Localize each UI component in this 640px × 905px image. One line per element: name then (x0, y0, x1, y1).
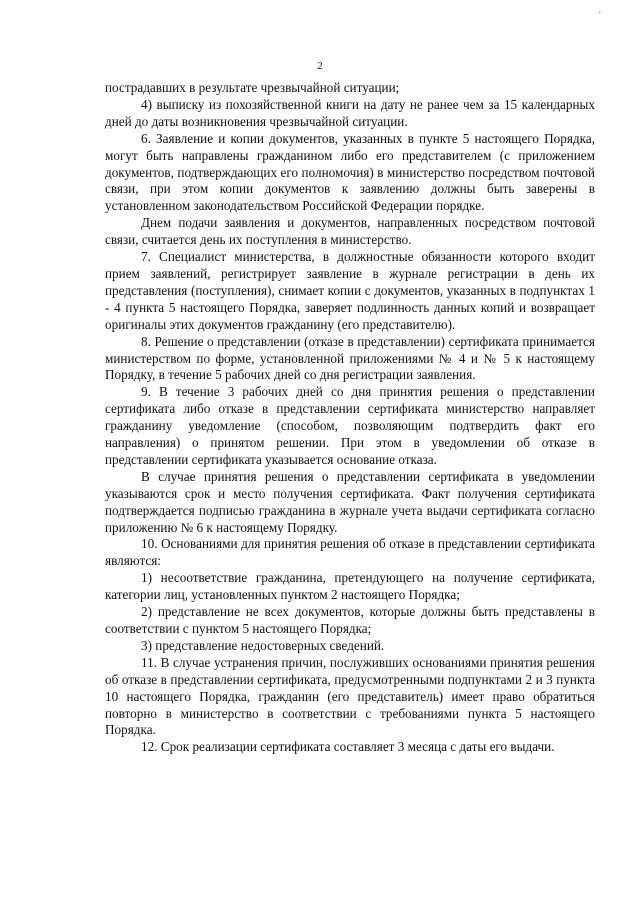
paragraph-12: 12. Срок реализации сертификата составляет 3 месяца с даты его выдачи. (141, 739, 555, 755)
paragraph-6: 6. Заявление и копии документов, указанных в пункте 5 настоящего Порядка, могут быть направлены гражданином либо его представителем (с приложением документов, подтверждающих его полномочия) в министерство посредством почтовой связи, при этом копии документов к заявлению должны быть заверены в установленном законодательством Российской Федерации порядке. (105, 130, 595, 214)
paragraph-10: 10. Основаниями для принятия решения об отказе в представлении сертификата являются: (105, 536, 595, 569)
paragraph-10-item-3: 3) представление недостоверных сведений. (141, 637, 385, 653)
paragraph-9-notification: В случае принятия решения о представлении сертификата в уведомлении указываются срок и место получения сертификата. Факт получения сертификата подтверждается подписью гражданина в журнале учета выдачи сертификата согласно приложению № 6 к настоящему Порядку. (105, 468, 595, 535)
paragraph-11: 11. В случае устранения причин, послуживших основаниями принятия решения об отказе в представлении сертификата, предусмотренными подпунктами 2 и 3 пункта 10 настоящего Порядка, гражданин (его представитель) имеет право обратиться повторно в министерство в соответствии с требованиями пункта 5 настоящего Порядка. (105, 654, 595, 738)
paragraph-8: 8. Решение о представлении (отказе в представлении) сертификата принимается министерством по форме, установленной приложениями № 4 и № 5 к настоящему Порядку, в течение 5 рабочих дней со дня регистрации заявления. (105, 333, 595, 383)
paragraph-9: 9. В течение 3 рабочих дней со дня принятия решения о представлении сертификата либо отказе в представлении сертификата министерство направляет гражданину уведомление (способом, позволяющим подтвердить факт его направления) о принятом решении. При этом в уведомлении об отказе в представлении сертификата указывается основание отказа. (105, 384, 595, 467)
paragraph-item-4: 4) выписку из похозяйственной книги на дату не ранее чем за 15 календарных дней до даты возникновения чрезвычайной ситуации. (105, 96, 595, 129)
document-body (105, 80, 595, 756)
scan-mark: ´ (598, 11, 602, 22)
paragraph-7: 7. Специалист министерства, в должностные обязанности которого входит прием заявлений, регистрирует заявление в журнале регистрации в день их представления (поступления), снимает копии с документов, указанных в подпунктах 1 - 4 пункта 5 настоящего Порядка, заверяет подлинность данных копий и возвращает оригиналы этих документов гражданину (его представителю). (105, 249, 595, 332)
page-number: 2 (317, 60, 323, 72)
paragraph-6-submission-day: Днем подачи заявления и документов, направленных посредством почтовой связи, считается день их поступления в министерство. (105, 215, 595, 248)
paragraph-10-item-1: 1) несоответствие гражданина, претендующего на получение сертификата, категории лиц, установленных пунктом 2 настоящего Порядка; (105, 570, 595, 603)
paragraph-continuation: пострадавших в результате чрезвычайной ситуации; (105, 80, 400, 95)
paragraph-10-item-2: 2) представление не всех документов, которые должны быть представлены в соответствии с пунктом 5 настоящего Порядка; (105, 604, 595, 636)
